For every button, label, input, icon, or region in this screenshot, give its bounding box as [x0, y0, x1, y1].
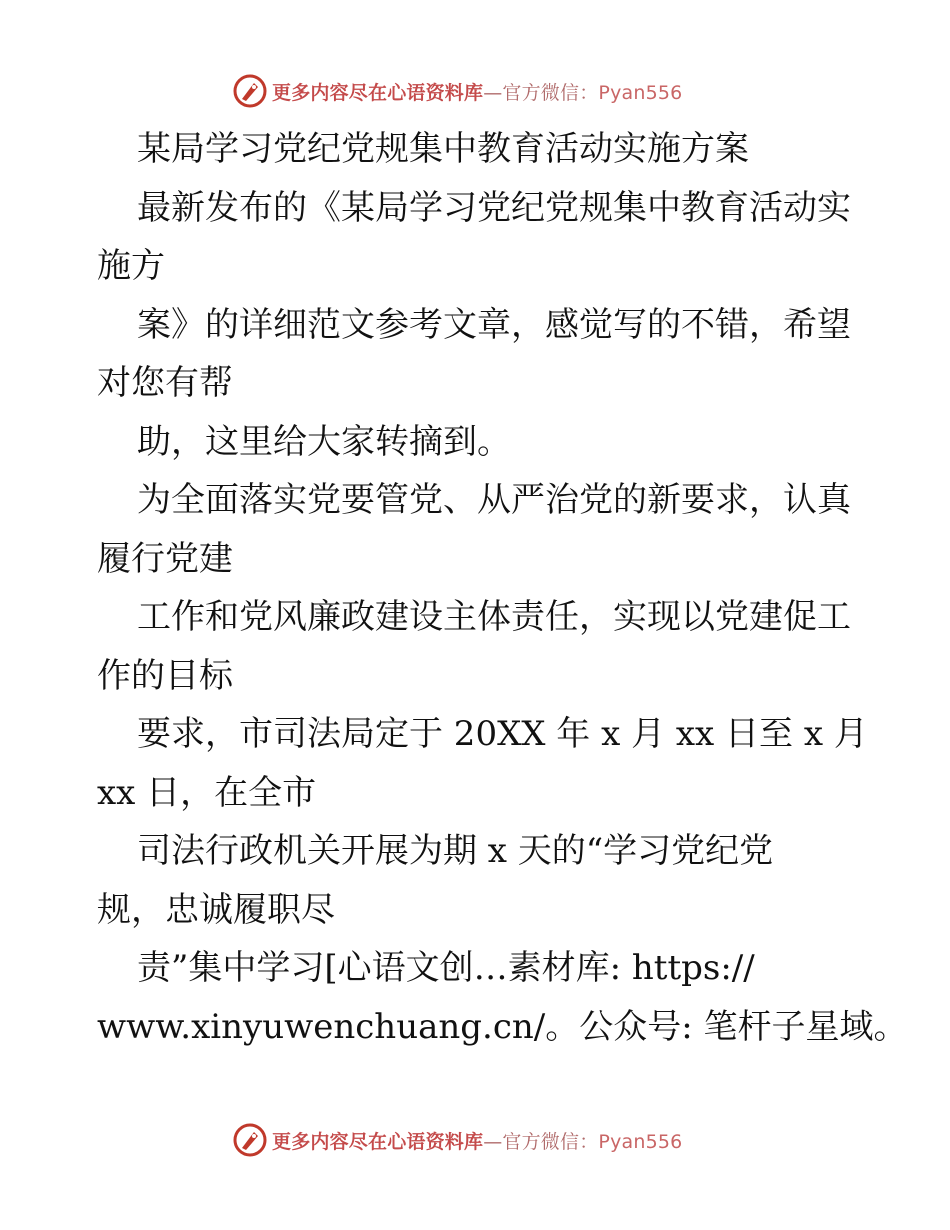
paragraph-line: 履行党建 [97, 538, 233, 579]
paragraph-line: 司法行政机关开展为期 x 天的“学习党纪党 [137, 831, 774, 871]
paragraph-line: 某局学习党纪党规集中教育活动实施方案 [137, 129, 749, 169]
paragraph-line: 为全面落实党要管党、从严治党的新要求，认真 [137, 480, 851, 520]
footer-watermark-banner [232, 1120, 752, 1160]
banner-text [272, 78, 682, 105]
paragraph-line: 要求，市司法局定于 20XX 年 x 月 xx 日至 x 月 [137, 714, 868, 754]
header-watermark-banner [232, 71, 752, 111]
banner-text [272, 1127, 682, 1154]
pen-nib-logo-icon [232, 1122, 268, 1158]
paragraph-line: 最新发布的《某局学习党纪党规集中教育活动实 [137, 187, 851, 228]
paragraph-line: 规，忠诚履职尽 [97, 889, 335, 930]
paragraph-line: 对您有帮 [97, 363, 233, 403]
paragraph-line: 作的目标 [97, 655, 233, 696]
paragraph-line: 工作和党风廉政建设主体责任，实现以党建促工 [137, 597, 851, 637]
paragraph-line: 案》的详细范文参考文章，感觉写的不错，希望 [137, 304, 851, 345]
banner-wechat-label: —官方微信： [483, 1130, 599, 1153]
banner-source: 更多内容尽在心语资料库 [272, 81, 484, 104]
paragraph-line: 施方 [97, 246, 165, 286]
banner-wechat-label: —官方微信： [483, 81, 599, 104]
paragraph-line: xx 日，在全市 [97, 772, 317, 813]
document-body [97, 120, 908, 1056]
banner-wechat-id: Pyan556 [598, 1130, 683, 1153]
banner-wechat-id: Pyan556 [598, 81, 683, 104]
paragraph-line: 助，这里给大家转摘到。 [137, 421, 511, 462]
paragraph-line: www.xinyuwenchuang.cn/。公众号: 笔杆子星域。 [97, 1006, 908, 1047]
paragraph-line: 责”集中学习[心语文创…素材库: https:// [137, 948, 755, 988]
pen-nib-logo-icon [232, 73, 268, 109]
banner-source: 更多内容尽在心语资料库 [272, 1130, 484, 1153]
